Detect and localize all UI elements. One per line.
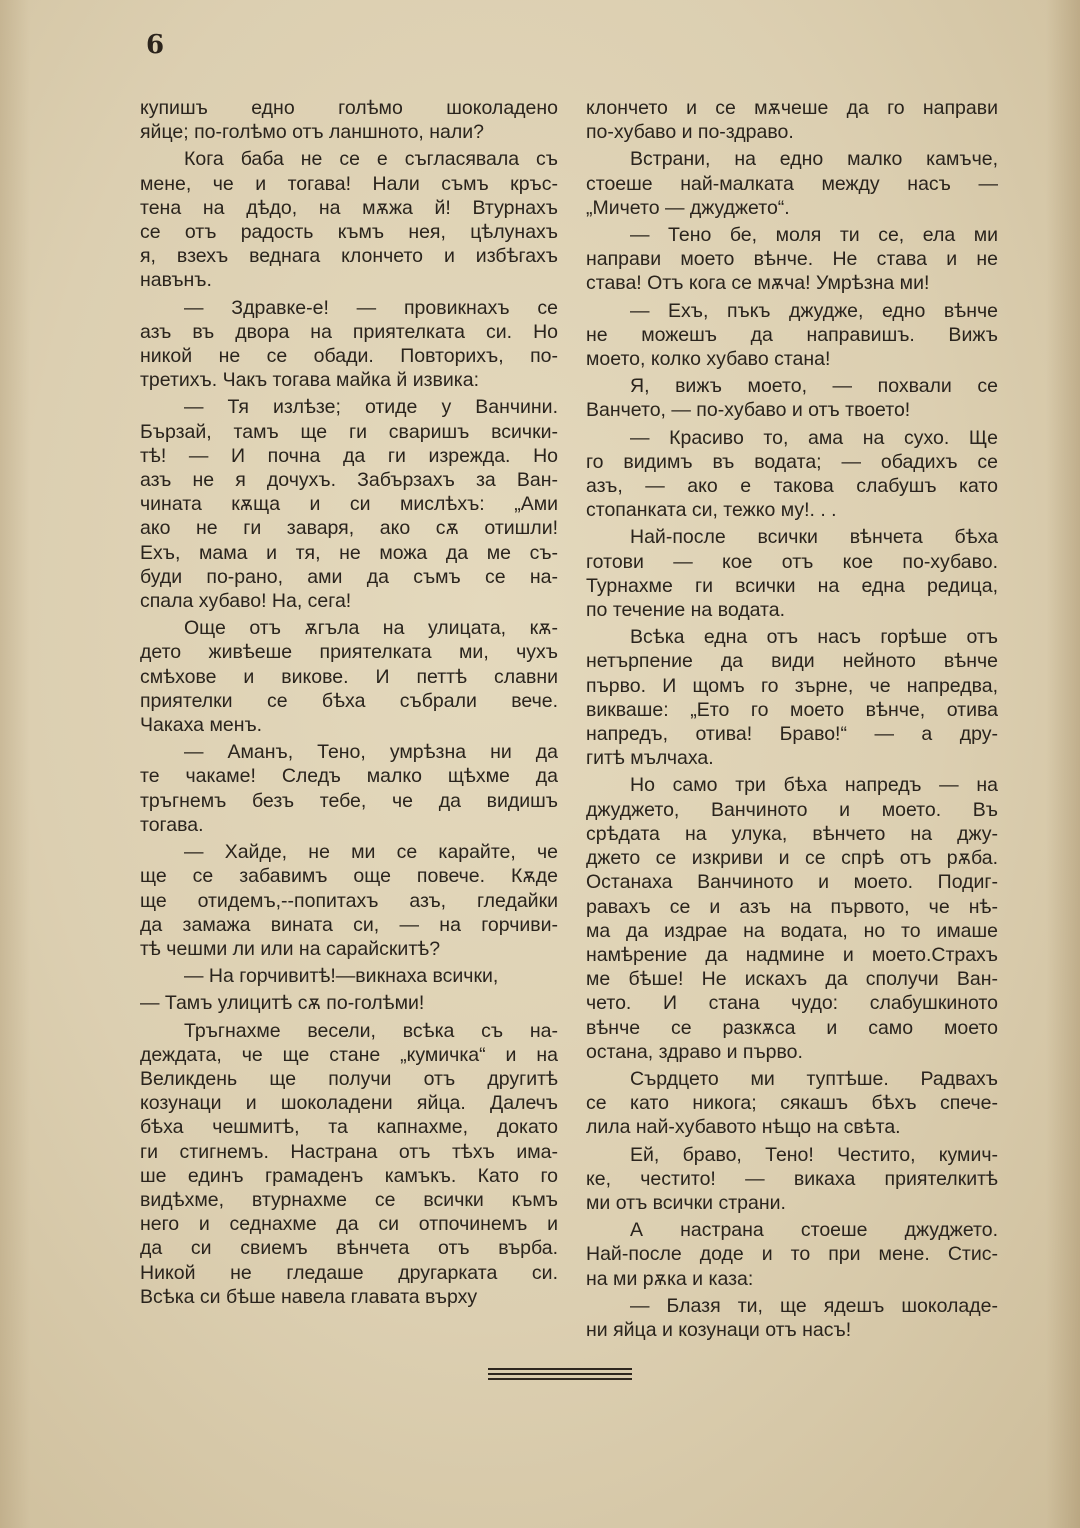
text-line: — Красиво то, ама на сухо. Ще — [630, 426, 998, 449]
text-line: Най-после всички вѣнчета бѣха — [630, 526, 998, 549]
text-line: да си свиемъ вѣнчета отъ върба. — [140, 1237, 558, 1260]
text-line: Ехъ, мама и тя, не можа да ме съ- — [140, 541, 558, 564]
text-line: — Ехъ, пъкъ джудже, едно вѣнче — [630, 299, 998, 322]
text-line: А настрана стоеше джуджето. — [630, 1219, 998, 1242]
paragraph — [586, 374, 998, 422]
text-line: Ей, браво, Тено! Честито, кумич- — [630, 1143, 998, 1166]
paragraph — [140, 395, 558, 613]
text-line: по течение на водата. — [586, 599, 786, 622]
text-line: — Тено бе, моля ти се, ела ми — [630, 224, 998, 247]
text-line: Чакаха менъ. — [140, 714, 263, 737]
text-line: Всѣка си бѣше навела главата върху — [140, 1285, 478, 1308]
paragraph — [140, 616, 558, 737]
text-line: Останаха Ванчиното и моето. Подиг- — [586, 871, 998, 894]
paragraph — [586, 525, 998, 622]
text-line: ще се забавимъ още повече. Кѫде — [140, 865, 558, 888]
text-line: видѣхме, втурнахме се всички къмъ — [140, 1188, 558, 1211]
text-line: козунаци и шоколадени яйца. Далечъ — [140, 1092, 558, 1115]
text-line: напредъ, отива! Браво!“ — а дру- — [586, 723, 998, 746]
text-line: остана, здраво и първо. — [586, 1040, 803, 1063]
text-line: стопанката си, тежко му!. . . — [586, 499, 837, 522]
text-line: чината кѫща и си мислѣхъ: „Ами — [140, 493, 558, 516]
text-line: на ми рѫка и каза: — [586, 1267, 754, 1290]
text-line: я, взехъ веднага клончето и избѣгахъ — [140, 245, 558, 268]
text-line: стоеше най-малката между насъ — — [586, 172, 998, 195]
text-line: Всѣка една отъ насъ горѣше отъ — [630, 626, 998, 649]
paragraph — [140, 991, 558, 1015]
text-line: клончето и се мѫчеше да го направи — [586, 97, 998, 119]
paragraph — [586, 1067, 998, 1140]
paragraph — [140, 96, 558, 144]
text-line: става! Отъ кога се мѫча! Умрѣзна ми! — [586, 272, 930, 295]
text-line: те чакаме! Следъ малко щѣхме да — [140, 765, 558, 788]
right-text-column — [586, 96, 998, 1345]
text-line: тена на дѣдо, на мѫжа й! Втурнахъ — [140, 196, 558, 219]
text-line: лила най-хубавото нѣщо на свѣта. — [586, 1116, 901, 1139]
left-text-column — [140, 96, 558, 1312]
paragraph — [586, 625, 998, 770]
text-line: тѣ чешми ли или на сарайскитѣ? — [140, 937, 441, 960]
text-line: Турнахме ги всички на една редица, — [586, 574, 998, 597]
text-line: Тръгнахме весели, всѣка съ на- — [184, 1019, 558, 1042]
text-line: — Тя излѣзе; отиде у Ванчини. — [184, 396, 558, 419]
text-line: ще отидемъ,--попитахъ азъ, гледайки — [140, 889, 558, 912]
paragraph — [586, 773, 998, 1063]
text-line: навънъ. — [140, 269, 212, 292]
text-line: равахъ се и азъ на първото, че нѣ- — [586, 895, 998, 918]
text-line: ако не ги заваря, ако сѫ отишли! — [140, 517, 558, 540]
text-line: намѣрение да надмине и моето.Страхъ — [586, 943, 998, 966]
paragraph — [140, 740, 558, 837]
text-line: Още отъ ѫгъла на улицата, кѫ- — [184, 617, 558, 640]
text-line: Я, вижъ моето, — похвали се — [630, 375, 998, 398]
page-edge-left — [0, 0, 30, 1528]
text-line: яйце; по-голѣмо отъ ланшното, нали? — [140, 121, 484, 144]
paragraph — [586, 1218, 998, 1291]
text-line: ме бѣше! Не искахъ да сполучи Ван- — [586, 968, 998, 991]
text-line: джето се изкриви и се спрѣ отъ рѫба. — [586, 847, 998, 870]
text-line: Встрани, на едно малко камъче, — [630, 148, 998, 171]
text-line: — Хайде, не ми се карайте, че — [184, 841, 558, 864]
text-line: ке, честито! — викаха приятелкитѣ — [586, 1167, 998, 1190]
paragraph — [586, 426, 998, 523]
text-line: деждата, че ще стане „кумичка“ и на — [140, 1043, 558, 1066]
text-line: никой не се обади. Повторихъ, по- — [140, 345, 558, 368]
text-line: смѣхове и викове. И петтѣ славни — [140, 665, 558, 688]
text-line: тѣ! — И почна да ги изрежда. Но — [140, 444, 558, 467]
text-line: направи моето вѣнче. Не става и не — [586, 248, 998, 271]
paragraph — [586, 299, 998, 372]
ornament-rule — [488, 1378, 632, 1380]
text-line: Но само три бѣха напредъ — на — [630, 774, 998, 797]
text-line: се като никога; сякашъ бѣхъ спече- — [586, 1092, 998, 1115]
text-line: готови — кое отъ кое по-хубаво. — [586, 550, 998, 573]
text-line: приятелки се бѣха събрали вече. — [140, 689, 558, 712]
text-line: вѣнче се разкѫса и само моето — [586, 1016, 998, 1039]
text-line: ма да издрае на водата, но то имаше — [586, 919, 998, 942]
text-line: спала хубаво! На, сега! — [140, 590, 352, 613]
paragraph — [586, 1294, 998, 1342]
page-number: 6 — [146, 30, 165, 60]
text-line: джуджето, Ванчиното и моето. Въ — [586, 798, 998, 821]
text-line: Ванчето, — по-хубаво и отъ твоето! — [586, 399, 911, 422]
text-line: чето. И стана чудо: слабушкиното — [586, 992, 998, 1015]
ornament-rule — [488, 1373, 632, 1375]
text-line: ни яйца и козунаци отъ насъ! — [586, 1318, 852, 1341]
text-line: дето живѣеше приятелката ми, чухъ — [140, 641, 558, 664]
text-line: викваше: „Ето го моето вѣнче, отива — [586, 698, 998, 721]
section-end-ornament — [488, 1368, 632, 1383]
text-line: моето, колко хубаво стана! — [586, 348, 831, 371]
paragraph — [140, 964, 558, 988]
text-line: третихъ. Чакъ тогава майка й извика: — [140, 369, 480, 392]
text-line: гитѣ мълчаха. — [586, 747, 714, 770]
text-line: да замажа вината си, — на горчиви- — [140, 913, 558, 936]
text-line: азъ въ двора на приятелката си. Но — [140, 320, 558, 343]
text-line: — Аманъ, Тено, умрѣзна ни да — [184, 741, 558, 764]
ornament-rule — [488, 1368, 632, 1370]
text-line: купишъ едно голѣмо шоколадено — [140, 97, 558, 119]
text-line: Никой не гледаше другарката си. — [140, 1261, 558, 1284]
text-line: — Тамъ улицитѣ сѫ по-голѣми! — [140, 992, 425, 1015]
text-line: ги стигнемъ. Настрана отъ тѣхъ има- — [140, 1140, 558, 1163]
text-line: се отъ радость къмъ нея, цѣлунахъ — [140, 221, 558, 244]
text-line: бѣха чешмитѣ, та капнахме, докато — [140, 1116, 558, 1139]
paragraph — [140, 840, 558, 961]
text-line: ми отъ всички страни. — [586, 1191, 786, 1214]
text-line: ше единъ грамаденъ камъкъ. Като го — [140, 1164, 558, 1187]
paragraph — [140, 296, 558, 393]
paragraph — [140, 1019, 558, 1309]
paragraph — [586, 1143, 998, 1216]
paragraph — [586, 223, 998, 296]
text-line: не можешъ да направишъ. Вижъ — [586, 323, 998, 346]
text-line: първо. И щомъ го зърне, че напредва, — [586, 674, 998, 697]
text-line: Кога баба не се е съгласявала съ — [184, 148, 558, 171]
text-line: Най-после доде и то при мене. Стис- — [586, 1243, 998, 1266]
text-line: „Мичето — джуджето“. — [586, 196, 790, 219]
text-line: буди по-рано, ами да съмъ се на- — [140, 565, 558, 588]
text-line: Сърдцето ми туптѣше. Радвахъ — [630, 1067, 998, 1090]
text-line: тръгнемъ безъ тебе, че да видишъ — [140, 789, 558, 812]
paragraph — [140, 147, 558, 292]
page-edge-right — [1046, 0, 1080, 1528]
text-line: азъ, — ако е такова слабушъ като — [586, 475, 998, 498]
text-line: — Здравке-е! — провикнахъ се — [184, 296, 558, 319]
text-line: срѣдата на улука, вѣнчето на джу- — [586, 822, 998, 845]
text-line: азъ не я дочухъ. Забързахъ за Ван- — [140, 469, 558, 492]
text-line: го видимъ въ водата; — обадихъ се — [586, 450, 998, 473]
paragraph — [586, 147, 998, 220]
text-line: Бързай, тамъ ще ги свaришъ всички- — [140, 420, 558, 443]
text-line: — На горчивитѣ!—викнаха всички, — [184, 965, 499, 988]
paragraph — [586, 96, 998, 144]
text-line: нетърпение да види нейното вѣнче — [586, 650, 998, 673]
text-line: мене, че и тогава! Нали съмъ кръс- — [140, 172, 558, 195]
text-line: тогава. — [140, 813, 204, 836]
text-line: него и седнахме да си отпочинемъ и — [140, 1213, 558, 1236]
text-line: — Блазя ти, ще ядешъ шоколаде- — [630, 1294, 998, 1317]
text-line: Великдень ще получи отъ другитѣ — [140, 1067, 558, 1090]
text-line: по-хубаво и по-здраво. — [586, 121, 794, 144]
